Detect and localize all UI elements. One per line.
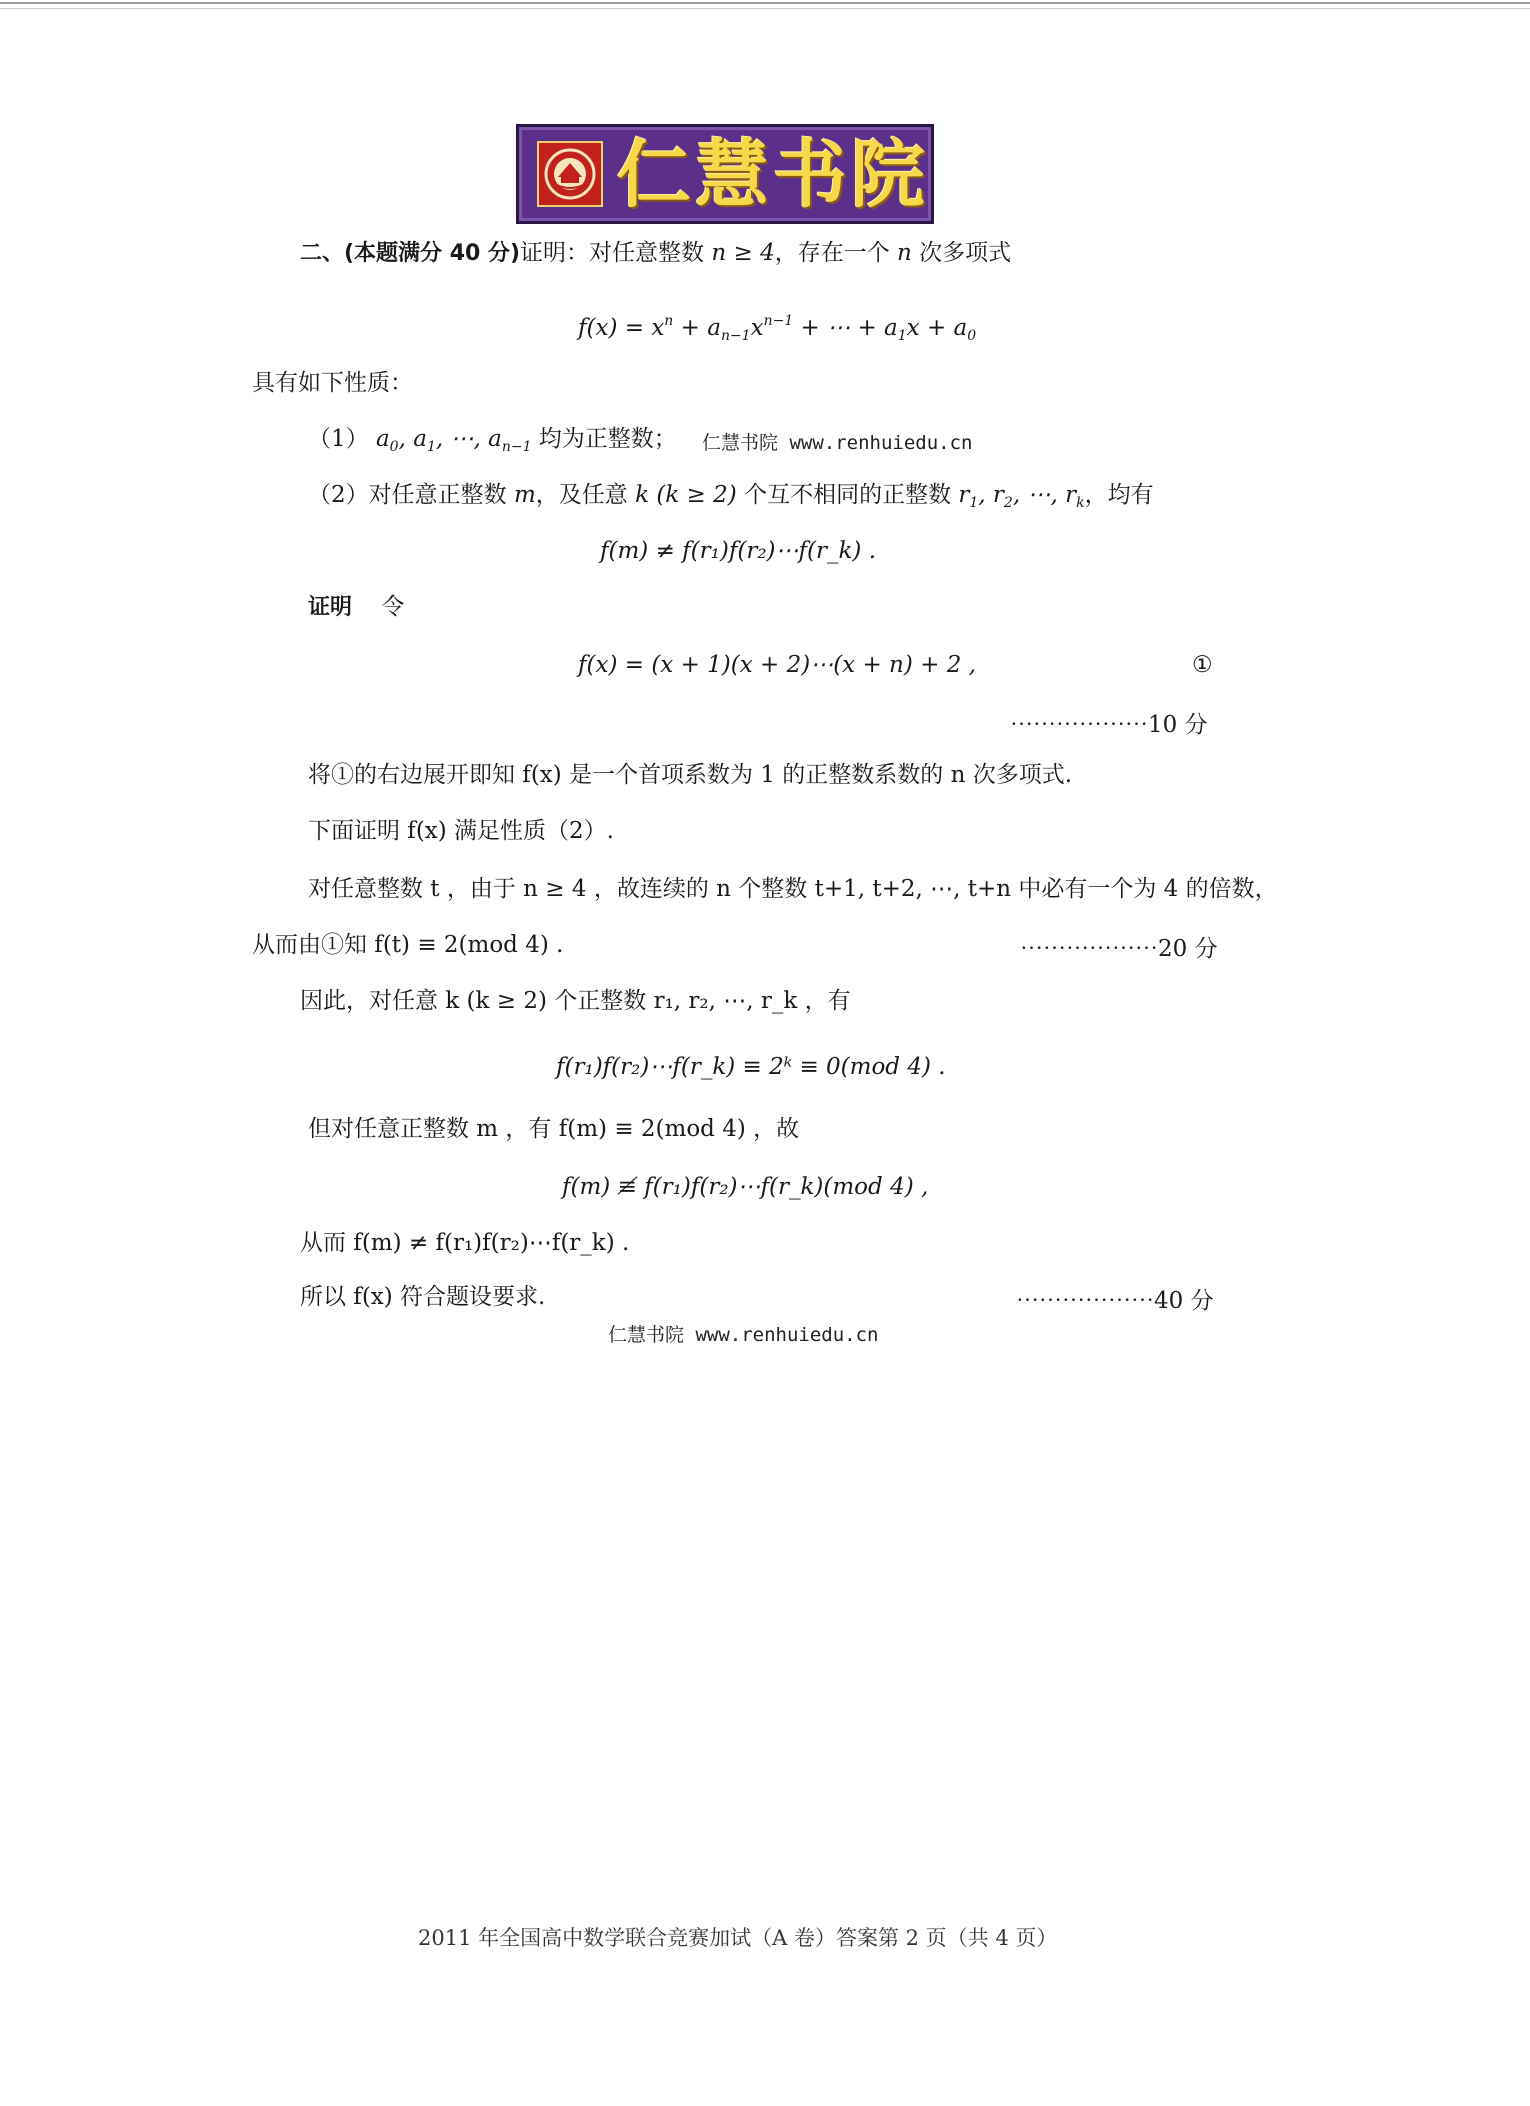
formula-sub-0: 0	[967, 328, 977, 344]
polynomial-formula	[578, 306, 976, 351]
prop2-text3: 个互不相同的正整数	[744, 482, 952, 508]
problem-heading: 二、(本题满分 40 分)	[300, 241, 521, 266]
proof-let: 令	[381, 594, 405, 620]
prop2-r2: 2	[1003, 495, 1013, 511]
brand-banner	[516, 124, 934, 224]
property-2-formula: f(m) ≠ f(r₁)f(r₂)⋯f(r_k) .	[600, 538, 877, 564]
prop2-label: （2）	[308, 482, 369, 508]
proof-line-4: 从而由①知 f(t) ≡ 2(mod 4) .	[252, 932, 564, 958]
proof-line-2: 下面证明 f(x) 满足性质（2）.	[308, 818, 614, 844]
page-footer: 2011 年全国高中数学联合竞赛加试（A 卷）答案第 2 页（共 4 页）	[418, 1926, 1058, 1950]
formula-exp-n: n	[664, 313, 674, 329]
prop1-s0: 0	[389, 439, 399, 455]
equation-1-marker: ①	[1192, 652, 1213, 678]
prop2-r1: 1	[969, 495, 979, 511]
formula-plus-a: + a	[673, 315, 721, 341]
watermark-label-2: 仁慧书院	[608, 1324, 685, 1346]
prop2-rdots: , ⋯, r	[1012, 482, 1077, 508]
prop2-kcond: (k ≥ 2)	[656, 482, 737, 508]
brand-name: 仁慧书院	[617, 132, 929, 218]
watermark-1	[702, 428, 973, 455]
formula-mid: + ⋯ + a	[793, 315, 898, 341]
seal-icon	[539, 143, 601, 205]
brand-seal-logo	[537, 141, 603, 207]
problem-heading-line	[300, 238, 1011, 269]
prop1-dots: , ⋯, a	[435, 426, 502, 452]
problem-intro-rest: ，存在一个	[774, 240, 890, 266]
score-20: ⋯⋯⋯⋯⋯⋯20 分	[1020, 936, 1218, 962]
formula-x-plus-a: x + a	[906, 315, 968, 341]
prop2-rk: k	[1076, 495, 1085, 511]
proof-line-8: 所以 f(x) 符合题设要求.	[300, 1284, 546, 1310]
score-10: ⋯⋯⋯⋯⋯⋯10 分	[1010, 712, 1208, 738]
proof-line-1: 将①的右边展开即知 f(x) 是一个首项系数为 1 的正整数系数的 n 次多项式.	[308, 762, 1073, 788]
proof-line-7: 从而 f(m) ≠ f(r₁)f(r₂)⋯f(r_k) .	[300, 1230, 630, 1256]
prop1-label: （1）	[308, 426, 369, 452]
equation-3: f(m) ≢ f(r₁)f(r₂)⋯f(r_k)(mod 4) ,	[562, 1174, 929, 1200]
formula-x: x	[750, 315, 764, 341]
prop1-text: 均为正整数；	[531, 426, 677, 452]
problem-intro-tail: 次多项式	[919, 240, 1012, 266]
top-border-line	[0, 2, 1530, 4]
equation-1: f(x) = (x + 1)(x + 2)⋯(x + n) + 2 ,	[578, 652, 976, 678]
watermark-url-2: www.renhuiedu.cn	[695, 1324, 879, 1346]
formula-sub-n1: n−1	[720, 328, 751, 344]
prop2-k: k	[635, 482, 650, 508]
watermark-label: 仁慧书院	[702, 432, 779, 454]
proof-heading: 证明	[308, 595, 353, 620]
equation-2: f(r₁)f(r₂)⋯f(r_k) ≡ 2ᵏ ≡ 0(mod 4) .	[556, 1054, 946, 1080]
prop2-text2: ，及任意	[535, 482, 628, 508]
problem-intro-text: 证明：对任意整数	[520, 240, 705, 266]
watermark-2	[608, 1320, 879, 1347]
prop1-a0: a	[375, 426, 390, 452]
watermark-url: www.renhuiedu.cn	[789, 432, 973, 454]
formula-sub-1: 1	[897, 328, 907, 344]
prop1-a1: , a	[398, 426, 427, 452]
prop1-s1: 1	[426, 439, 436, 455]
prop2-rsep: , r	[978, 482, 1004, 508]
property-2	[308, 480, 1154, 518]
proof-heading-line	[308, 592, 404, 623]
property-1	[308, 424, 677, 462]
prop2-text1: 对任意正整数	[368, 482, 507, 508]
top-border-line-thin	[0, 8, 1530, 9]
prop2-text4: ，均有	[1084, 482, 1154, 508]
formula-exp-n1: n−1	[763, 313, 794, 329]
formula-lhs: f(x) = x	[578, 315, 665, 341]
prop1-sn: n−1	[501, 439, 532, 455]
proof-line-3: 对任意整数 t ，由于 n ≥ 4 ，故连续的 n 个整数 t+1, t+2, ⋯, t+n 中必有一个为 4 的倍数，	[308, 876, 1278, 902]
prop2-m: m	[513, 482, 536, 508]
score-40: ⋯⋯⋯⋯⋯⋯40 分	[1016, 1288, 1214, 1314]
properties-intro: 具有如下性质：	[252, 370, 413, 396]
problem-intro-n: n	[897, 240, 912, 266]
prop2-rs: r	[958, 482, 970, 508]
proof-line-5: 因此，对任意 k (k ≥ 2) 个正整数 r₁, r₂, ⋯, r_k ，有	[300, 988, 851, 1014]
proof-line-6: 但对任意正整数 m ，有 f(m) ≡ 2(mod 4) ，故	[308, 1116, 800, 1142]
problem-intro-cond: n ≥ 4	[711, 240, 775, 266]
